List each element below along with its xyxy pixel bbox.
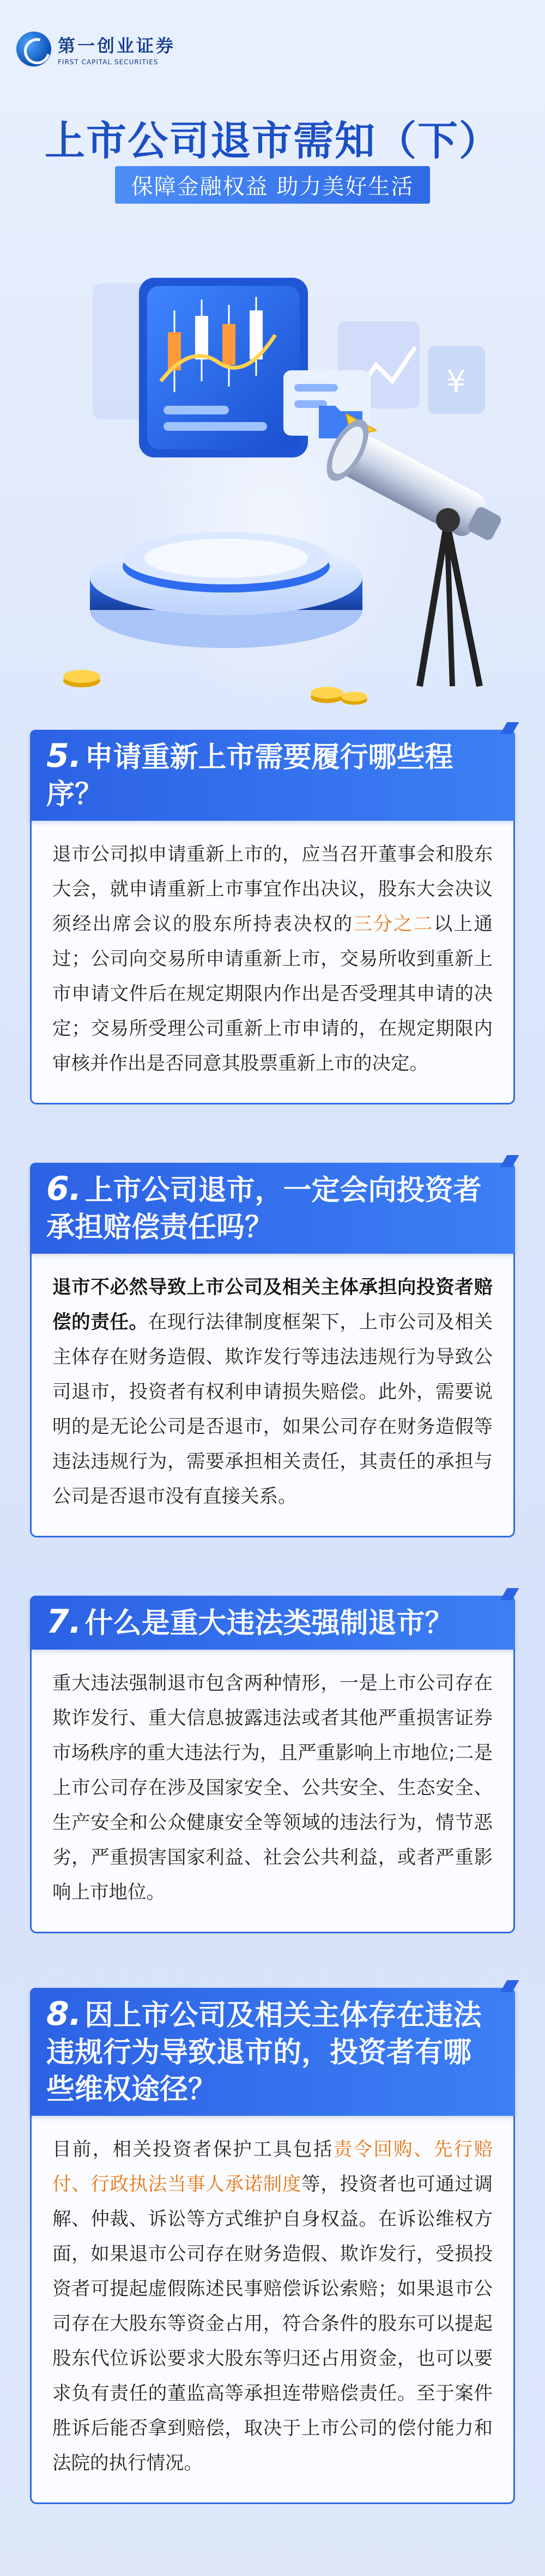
- section-6-number: 6.: [46, 1170, 82, 1208]
- logo-text: [58, 32, 175, 66]
- section-7-number: 7.: [46, 1603, 82, 1641]
- logo-en: FIRST CAPITAL SECURITIES: [58, 58, 159, 66]
- section-8-highlight: 责令回购、先行赔付、行政执法当事人承诺制度: [52, 2139, 493, 2195]
- section-5-body: [30, 821, 515, 1104]
- section-8-header: [30, 1988, 515, 2116]
- section-6-text-1: 在现行法律制度框架下，上市公司及相关主体存在财务造假、欺诈发行等违法违规行为导致公司退市，投资者有权利申请损失赔偿。此外，需要说明的是无论公司是否退市，如果公司存在财务造假等违法违规行为，需要承担相关责任，其责任的承担与公司是否退市没有直接关系。: [52, 1311, 493, 1507]
- section-5-highlight: 三分之二: [353, 913, 434, 935]
- section-5-number: 5.: [46, 737, 82, 775]
- page-title: 上市公司退市需知（下）: [45, 118, 500, 164]
- section-8-number: 8.: [46, 1995, 82, 2033]
- section-5-text-2: 以上通过；公司向交易所申请重新上市，交易所收到重新上市申请文件后在规定期限内作出是否受理其申请的决定；交易所受理公司重新上市申请的，在规定期限内审核并作出是否同意其股票重新上市的决定。: [52, 913, 493, 1075]
- brand-logo: [16, 32, 175, 66]
- yen-icon: ¥: [446, 364, 466, 400]
- logo-cn: 第一创业证券: [58, 35, 176, 56]
- section-5-text-1: 退市公司拟申请重新上市的，应当召开董事会和股东大会，就申请重新上市事宜作出决议，股东大会决议须经出席会议的股东所持表决权的: [52, 844, 493, 935]
- section-6-body: [30, 1254, 515, 1537]
- section-5: [30, 730, 515, 1104]
- section-5-header: [30, 730, 515, 821]
- section-6: [30, 1163, 515, 1537]
- section-5-title: 申请重新上市需要履行哪些程序？: [46, 741, 453, 811]
- section-7-body: [30, 1650, 515, 1933]
- section-8-title: 因上市公司及相关主体存在违法违规行为导致退市的，投资者有哪些维权途径？: [46, 1999, 482, 2106]
- section-8: [30, 1988, 515, 2504]
- section-6-lead: 退市不必然导致上市公司及相关主体承担向投资者赔偿的责任。: [52, 1277, 493, 1333]
- section-7-text-1: 重大违法强制退市包含两种情形，一是上市公司存在欺诈发行、重大信息披露违法或者其他严重损害证券市场秩序的重大违法行为，且严重影响上市地位;二是上市公司存在涉及国家安全、公共安全、生态安全、生产安全和公众健康安全等领域的违法行为，情节恶劣，严重损害国家利益、社会公共利益，或者严重影响上市地位。: [52, 1672, 493, 1903]
- hero-svg: [0, 218, 545, 724]
- section-7: [30, 1596, 515, 1933]
- section-8-text-1: 目前，相关投资者保护工具包括: [52, 2139, 334, 2160]
- page-subtitle: 保障金融权益 助力美好生活: [115, 166, 431, 204]
- subtitle-wrap: [0, 166, 545, 204]
- logo-mark-icon: [16, 32, 51, 66]
- section-7-title: 什么是重大违法类强制退市？: [84, 1607, 453, 1640]
- section-7-header: [30, 1596, 515, 1650]
- section-6-title: 上市公司退市，一定会向投资者承担赔偿责任吗？: [46, 1174, 482, 1244]
- section-8-text-2: 等，投资者也可通过调解、仲裁、诉讼等方式维护自身权益。在诉讼维权方面，如果退市公司存在财务造假、欺诈发行，受损投资者可提起虚假陈述民事赔偿诉讼索赔；如果退市公司存在大股东等资金占用，符合条件的股东可以提起股东代位诉讼要求大股东等归还占用资金，也可以要求负有责任的董监高等承担连带赔偿责任。至于案件胜诉后能否拿到赔偿，取决于上市公司的偿付能力和法院的执行情况。: [52, 2174, 493, 2474]
- section-8-body: [30, 2116, 515, 2504]
- section-6-header: [30, 1163, 515, 1254]
- hero-illustration: [0, 218, 545, 724]
